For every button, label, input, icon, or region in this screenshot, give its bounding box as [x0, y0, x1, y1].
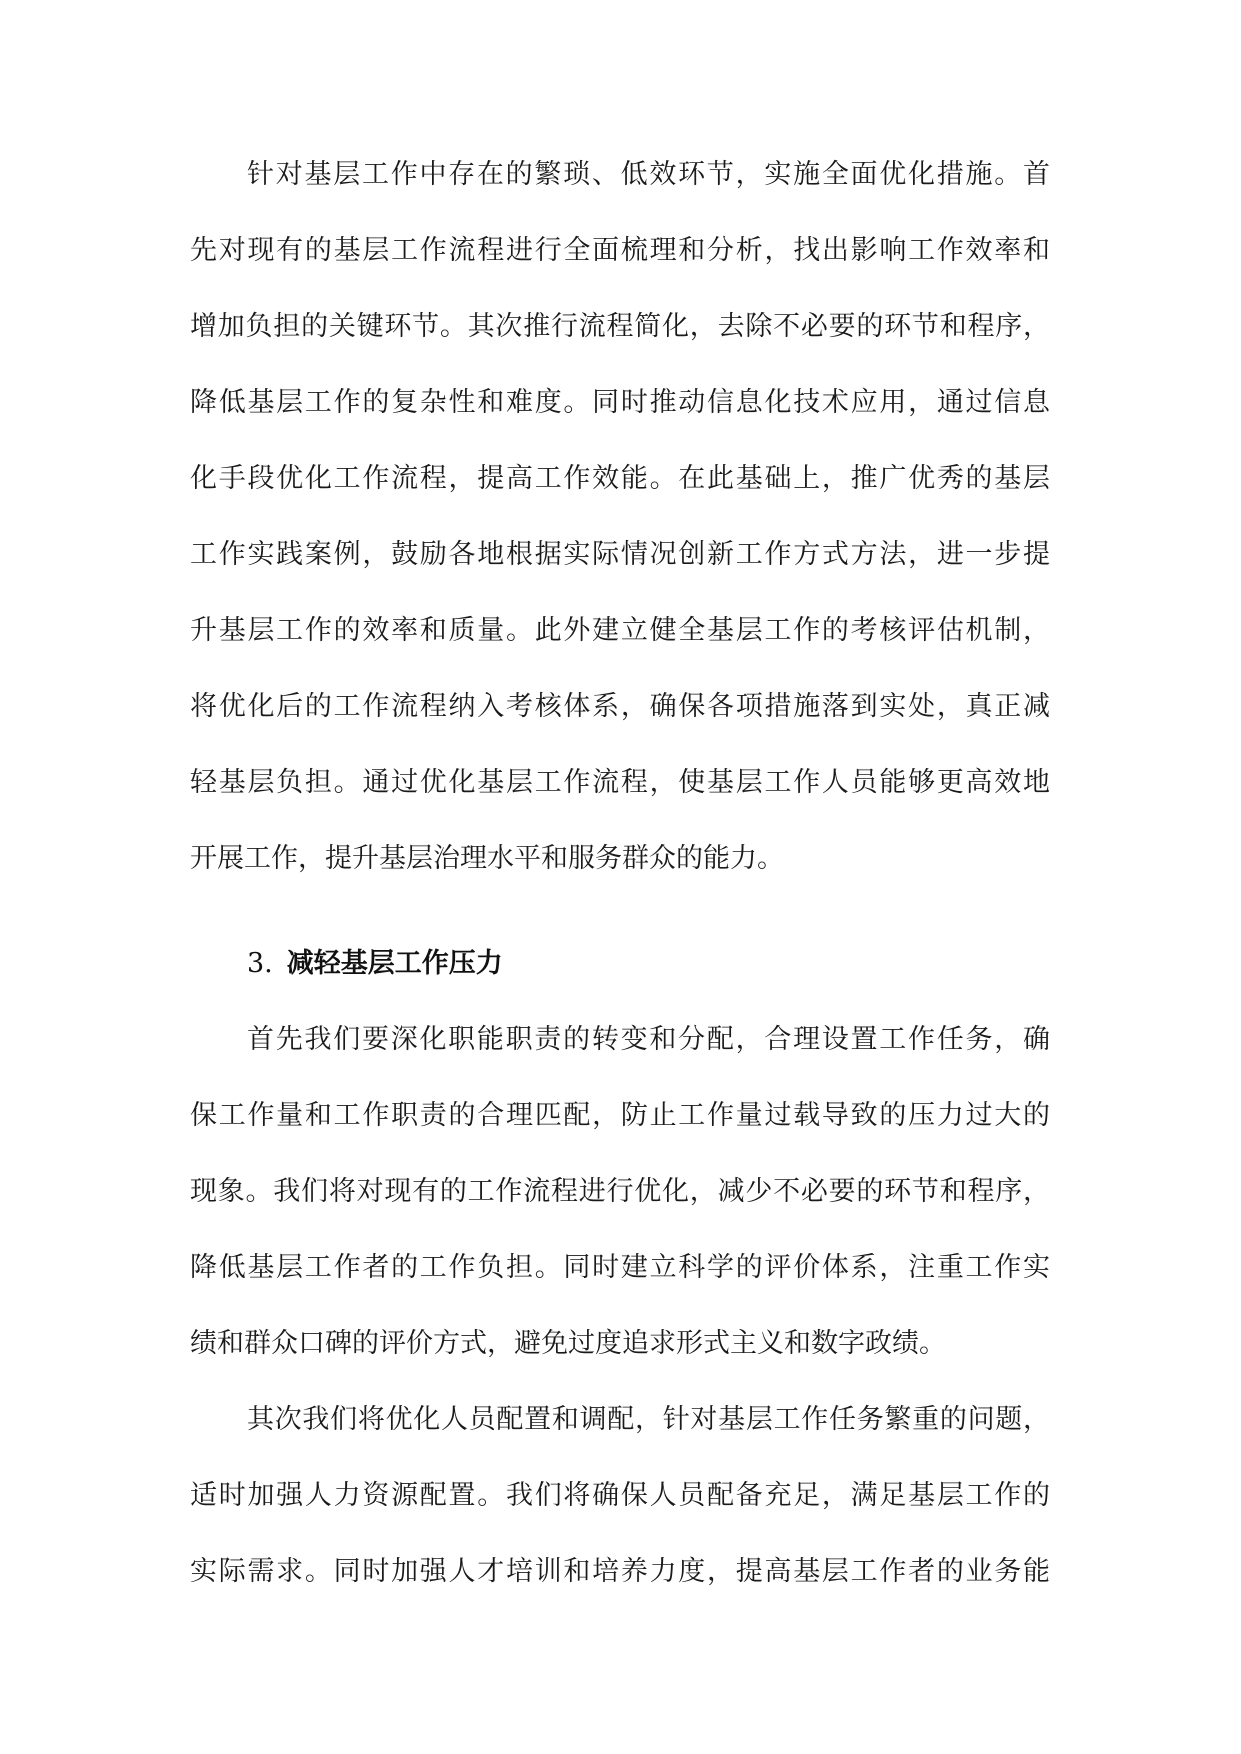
paragraph-2-line: 首先我们要深化职能职责的转变和分配，合理设置工作任务，确 — [247, 1024, 1050, 1055]
paragraph-3-line: 其次我们将优化人员配置和调配，针对基层工作任务繁重的问题， — [247, 1404, 1050, 1435]
paragraph-1-line: 工作实践案例，鼓励各地根据实际情况创新工作方式方法，进一步提 — [190, 539, 1050, 570]
paragraph-3-line: 适时加强人力资源配置。我们将确保人员配备充足，满足基层工作的 — [190, 1480, 1050, 1511]
paragraph-1-line: 将优化后的工作流程纳入考核体系，确保各项措施落到实处，真正减 — [190, 691, 1050, 722]
paragraph-1-line: 增加负担的关键环节。其次推行流程简化，去除不必要的环节和程序， — [190, 311, 1050, 342]
paragraph-3-line: 实际需求。同时加强人才培训和培养力度，提高基层工作者的业务能 — [190, 1556, 1050, 1587]
section-heading — [247, 947, 503, 981]
paragraph-2-line: 保工作量和工作职责的合理匹配，防止工作量过载导致的压力过大的 — [190, 1100, 1050, 1131]
paragraph-1-line: 化手段优化工作流程，提高工作效能。在此基础上，推广优秀的基层 — [190, 463, 1050, 494]
section-title: 减轻基层工作压力 — [286, 948, 503, 979]
paragraph-2-line: 绩和群众口碑的评价方式，避免过度追求形式主义和数字政绩。 — [190, 1328, 946, 1359]
paragraph-1-line: 轻基层负担。通过优化基层工作流程，使基层工作人员能够更高效地 — [190, 767, 1050, 798]
paragraph-1-line: 先对现有的基层工作流程进行全面梳理和分析，找出影响工作效率和 — [190, 235, 1050, 266]
paragraph-2-line: 现象。我们将对现有的工作流程进行优化，减少不必要的环节和程序， — [190, 1176, 1050, 1207]
paragraph-1-line: 降低基层工作的复杂性和难度。同时推动信息化技术应用，通过信息 — [190, 387, 1050, 418]
section-number: 3. — [247, 948, 273, 979]
paragraph-1-line: 针对基层工作中存在的繁琐、低效环节，实施全面优化措施。首 — [247, 159, 1050, 190]
paragraph-2-line: 降低基层工作者的工作负担。同时建立科学的评价体系，注重工作实 — [190, 1252, 1050, 1283]
paragraph-1-line: 升基层工作的效率和质量。此外建立健全基层工作的考核评估机制， — [190, 615, 1050, 646]
paragraph-1-line: 开展工作，提升基层治理水平和服务群众的能力。 — [190, 843, 784, 874]
